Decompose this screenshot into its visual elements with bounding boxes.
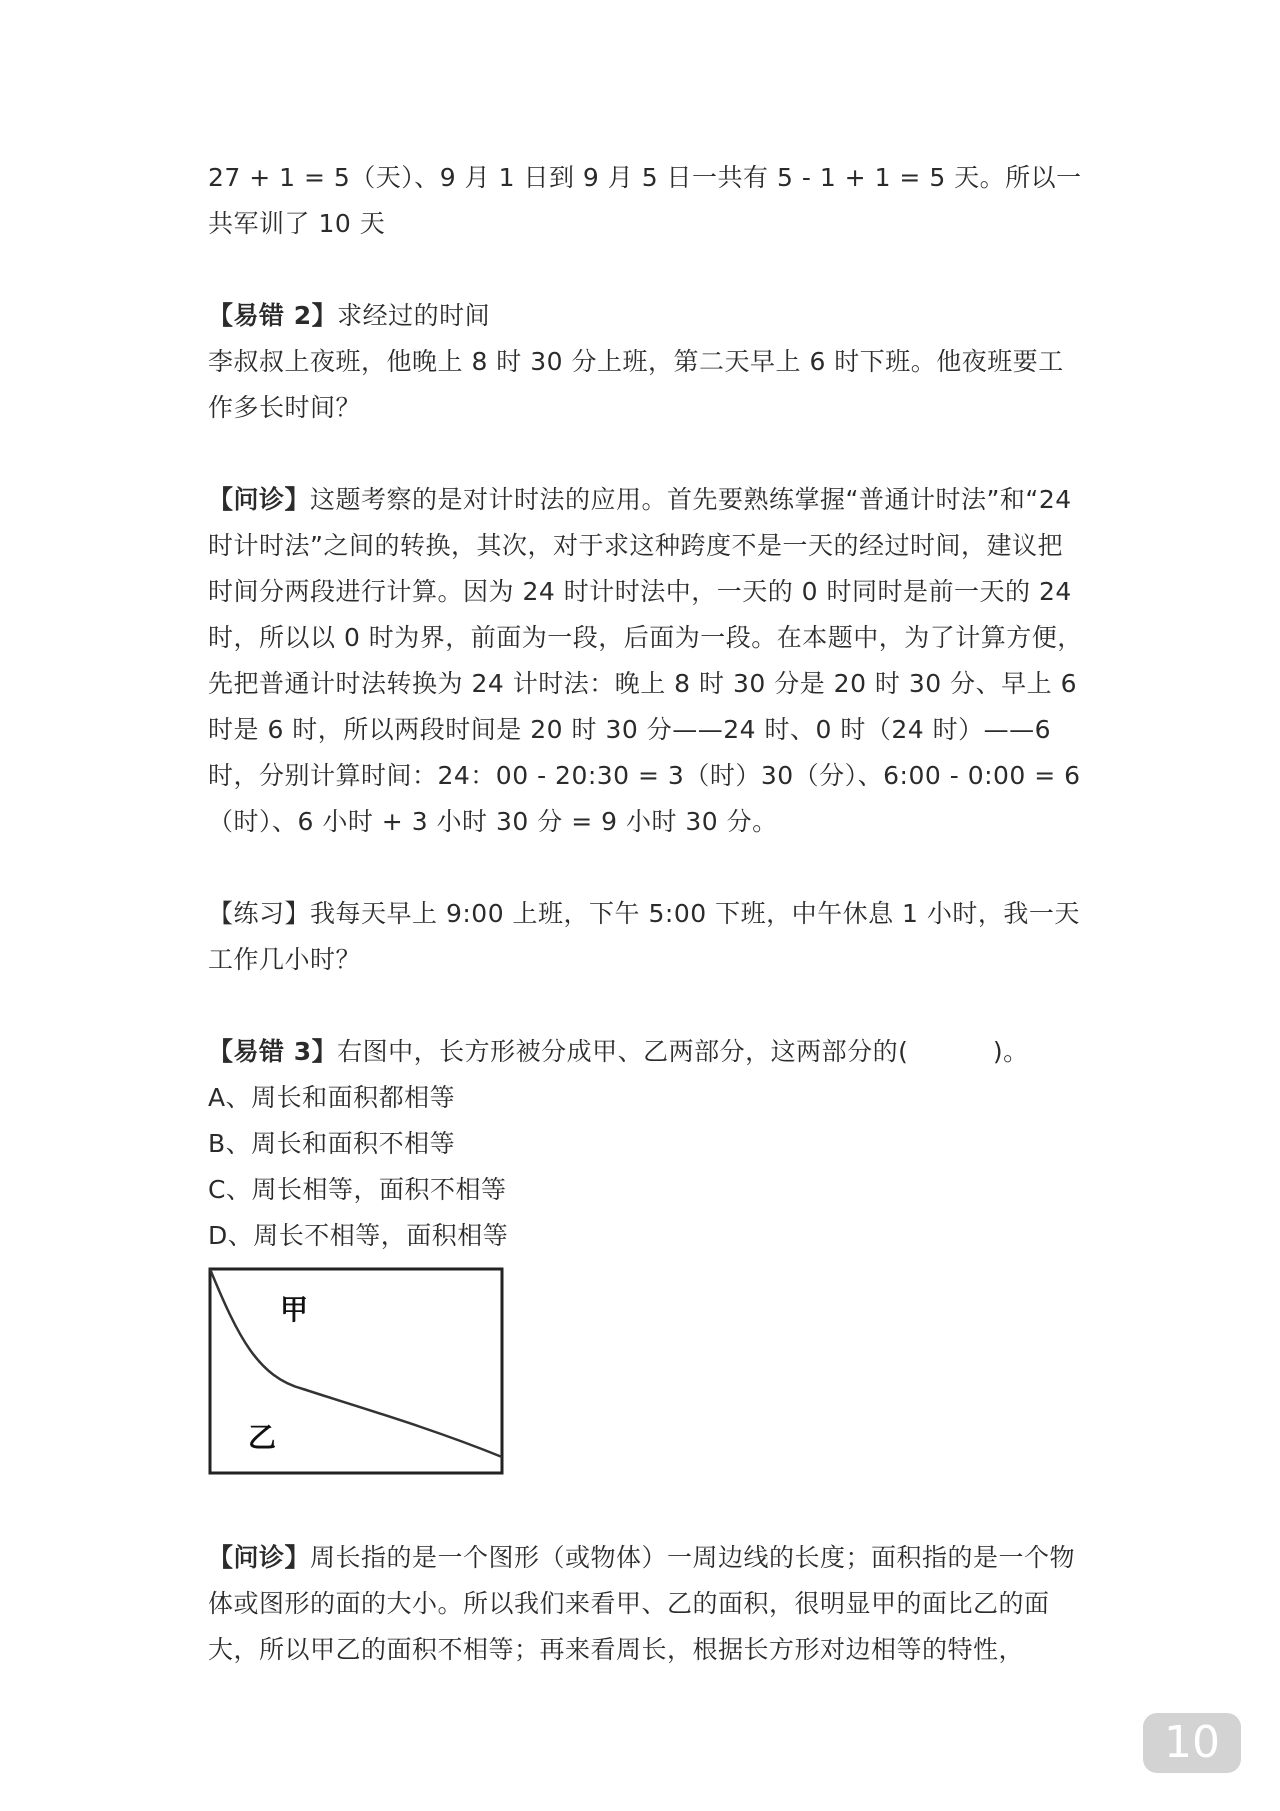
spacer [208, 983, 1088, 1029]
practice-text: 我每天早上 9:00 上班，下午 5:00 下班，中午休息 1 小时，我一天工作几小时？ [208, 899, 1080, 974]
page-number-badge: 10 [1143, 1713, 1241, 1773]
practice [208, 891, 1088, 983]
question-3 [208, 1029, 1088, 1075]
spacer [208, 431, 1088, 477]
option-d: D、周长不相等，面积相等 [208, 1221, 509, 1250]
question-3-text: 右图中，长方形被分成甲、乙两部分，这两部分的( )。 [337, 1037, 1029, 1066]
answer-continuation: 27 + 1 = 5（天）、9 月 1 日到 9 月 5 日一共有 5 - 1 + 1 = 5 天。所以一共军训了 10 天 [208, 163, 1082, 238]
option-b: B、周长和面积不相等 [208, 1129, 456, 1158]
question-2-heading [208, 293, 1088, 339]
question-2-title: 求经过的时间 [337, 301, 491, 330]
diagnosis-2-text: 这题考察的是对计时法的应用。首先要熟练掌握“普通计时法”和“24 时计时法”之间的转换，其次，对于求这种跨度不是一天的经过时间，建议把时间分两段进行计算。因为 24 时计时法中，一天的 0 时同时是前一天的 24 时，所以以 0 时为界，前面为一段，后面为一段。在本题中，为了计算方便，先把普通计时法转换为 24 计时法：晚上 8 时 30 分是 20 时 30 分、早上 6 时是 6 时，所以两段时间是 20 时 30 分——24 时、0 时（24 时）——6 时，分别计算时间：24：00 - 20:30 = 3（时）30（分）、6:00 - 0:00 = 6（时）、6 小时 + 3 小时 30 分 = 9 小时 30 分。 [208, 485, 1086, 836]
diagnosis-3 [208, 1535, 1088, 1673]
document-body [208, 155, 1088, 1673]
diagnosis-3-text: 周长指的是一个图形（或物体）一周边线的长度；面积指的是一个物体或图形的面的大小。所以我们来看甲、乙的面积，很明显甲的面比乙的面大，所以甲乙的面积不相等；再来看周长，根据长方形对边相等的特性， [208, 1543, 1076, 1664]
option-c: C、周长相等，面积不相等 [208, 1175, 507, 1204]
diagnosis-3-tag: 【问诊】 [208, 1543, 311, 1572]
question-3-tag: 【易错 3】 [208, 1037, 338, 1066]
spacer [208, 845, 1088, 891]
practice-tag: 【练习】 [208, 899, 311, 928]
diagnosis-2-tag: 【问诊】 [208, 485, 311, 514]
diagnosis-2 [208, 477, 1088, 845]
spacer [208, 247, 1088, 293]
region-label-bottom: 乙 [248, 1421, 277, 1454]
region-label-top: 甲 [280, 1293, 309, 1326]
question-2-text: 李叔叔上夜班，他晚上 8 时 30 分上班，第二天早上 6 时下班。他夜班要工作多长时间？ [208, 347, 1064, 422]
rectangle-figure [208, 1267, 504, 1475]
option-a: A、周长和面积都相等 [208, 1083, 456, 1112]
question-2-tag: 【易错 2】 [208, 301, 338, 330]
